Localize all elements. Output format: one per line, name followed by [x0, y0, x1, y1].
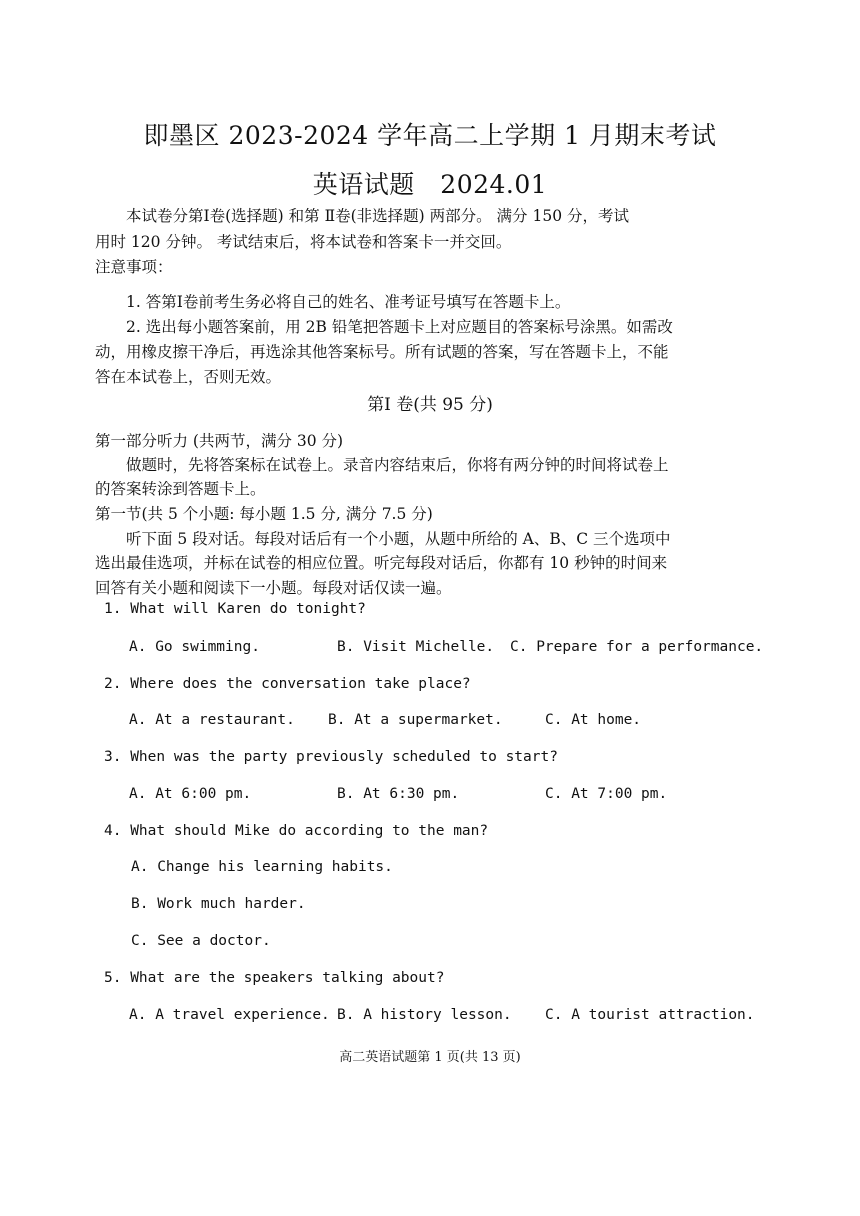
instruction-line: 回答有关小题和阅读下一小题。每段对话仅读一遍。: [95, 579, 452, 597]
question-option: B. At a supermarket.: [328, 712, 503, 728]
question-stem: 1. What will Karen do tonight?: [104, 601, 366, 617]
question-option: B. A history lesson.: [337, 1007, 512, 1023]
question-option: A. Change his learning habits.: [131, 859, 393, 875]
question-option: B. At 6:30 pm.: [337, 786, 460, 802]
question-option: C. A tourist attraction.: [545, 1007, 755, 1023]
intro-line: 用时 120 分钟。 考试结束后，将本试卷和答案卡一并交回。: [95, 233, 512, 251]
instruction-line: 的答案转涂到答题卡上。: [95, 480, 266, 498]
section-heading: 第一节(共 5 个小题: 每小题 1.5 分, 满分 7.5 分): [95, 505, 433, 523]
question-stem: 2. Where does the conversation take place?: [104, 676, 471, 692]
question-option: B. Visit Michelle.: [337, 639, 495, 655]
instruction-line: 选出最佳选项，并标在试卷的相应位置。听完每段对话后，你都有 10 秒钟的时间来: [95, 554, 668, 572]
instruction-line: 听下面 5 段对话。每段对话后有一个小题，从题中所给的 A、B、C 三个选项中: [95, 530, 671, 548]
question-option: A. A travel experience.: [129, 1007, 330, 1023]
note-line: 答在本试卷上，否则无效。: [95, 368, 282, 386]
question-option: A. At 6:00 pm.: [129, 786, 252, 802]
note-line: 1. 答第Ⅰ卷前考生务必将自己的姓名、准考证号填写在答题卡上。: [95, 293, 571, 311]
question-stem: 5. What are the speakers talking about?: [104, 970, 445, 986]
question-option: C. Prepare for a performance.: [510, 639, 764, 655]
question-stem: 3. When was the party previously scheduled to start?: [104, 749, 558, 765]
notes-heading: 注意事项：: [95, 258, 173, 276]
question-option: C. See a doctor.: [131, 933, 271, 949]
question-option: C. At 7:00 pm.: [545, 786, 668, 802]
question-option: B. Work much harder.: [131, 896, 306, 912]
instruction-line: 做题时，先将答案标在试卷上。录音内容结束后，你将有两分钟的时间将试卷上: [95, 456, 669, 474]
intro-line: 本试卷分第Ⅰ卷(选择题) 和第 Ⅱ卷(非选择题) 两部分。 满分 150 分，考试: [95, 207, 629, 225]
question-option: A. At a restaurant.: [129, 712, 295, 728]
section-title: 第Ⅰ 卷(共 95 分): [367, 395, 493, 415]
question-option: C. At home.: [545, 712, 642, 728]
part-heading: 第一部分听力 (共两节，满分 30 分): [95, 432, 344, 450]
exam-title: 即墨区 2023-2024 学年高二上学期 1 月期末考试: [143, 121, 717, 150]
note-line: 动，用橡皮擦干净后，再选涂其他答案标号。所有试题的答案，写在答题卡上，不能: [95, 343, 669, 361]
page-footer: 高二英语试题第 1 页(共 13 页): [339, 1050, 521, 1065]
question-option: A. Go swimming.: [129, 639, 260, 655]
exam-subtitle: 英语试题 2024.01: [312, 170, 548, 199]
question-stem: 4. What should Mike do according to the man?: [104, 823, 489, 839]
note-line: 2. 选出每小题答案前，用 2B 铅笔把答题卡上对应题目的答案标号涂黑。如需改: [95, 318, 673, 336]
